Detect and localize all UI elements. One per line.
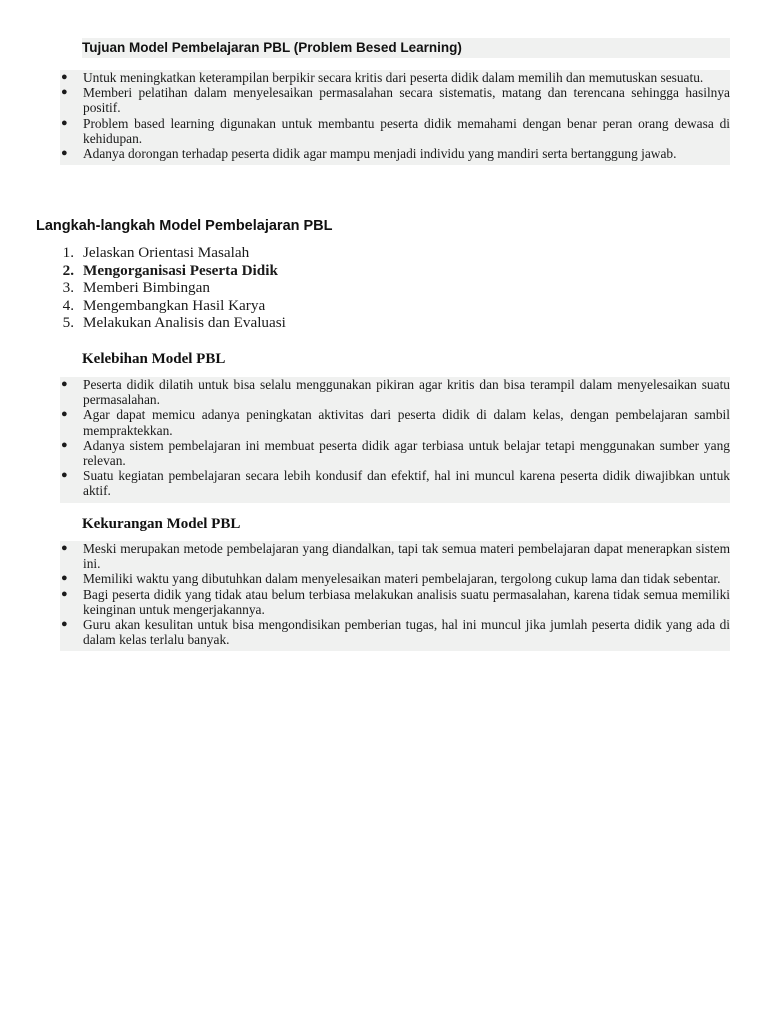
list-item: [60, 468, 730, 498]
list-item-text: Bagi peserta didik yang tidak atau belum terbiasa melakukan analisis suatu permasalahan, karena tidak semua memiliki keinginan untuk mengerjakannya.: [83, 586, 730, 617]
list-number: 4.: [62, 296, 74, 314]
bullet-icon: ●: [61, 572, 68, 585]
list-item: [60, 407, 730, 437]
list-item-text: Memberi pelatihan dalam menyelesaikan permasalahan secara sistematis, matang dan terencana sehingga hasilnya positif.: [83, 85, 730, 116]
list-number: 3.: [62, 279, 74, 296]
section-title-kelebihan: Kelebihan Model PBL: [82, 351, 226, 367]
bullet-icon: ●: [61, 618, 68, 631]
list-item: [60, 116, 730, 146]
list-item: [60, 377, 730, 407]
list-item: [60, 314, 286, 332]
section-title-langkah: Langkah-langkah Model Pembelajaran PBL: [36, 218, 333, 234]
list-item-text: Untuk meningkatkan keterampilan berpikir secara kritis dari peserta didik dalam memilih dan memutuskan sesuatu.: [83, 70, 704, 85]
bullet-icon: ●: [61, 408, 68, 421]
list-item: [60, 617, 730, 647]
bullet-icon: ●: [61, 438, 68, 451]
tujuan-list: [60, 70, 730, 165]
list-item-text: Melakukan Analisis dan Evaluasi: [83, 314, 286, 331]
list-item-text: Memiliki waktu yang dibutuhkan dalam menyelesaikan materi pembelajaran, tergolong cukup lama dan tidak sebentar.: [83, 571, 721, 587]
list-item-text: Guru akan kesulitan untuk bisa mengondisikan pemberian tugas, hal ini muncul jika jumlah peserta didik yang ada di dalam kelas terlalu banyak.: [83, 617, 730, 648]
list-item: [60, 541, 730, 571]
list-item: [60, 438, 730, 468]
bullet-icon: ●: [61, 71, 68, 83]
list-item: [60, 279, 286, 297]
langkah-list: [60, 244, 286, 332]
list-item: [60, 262, 286, 280]
kelebihan-list: [60, 377, 730, 503]
kekurangan-list: [60, 541, 730, 651]
bullet-icon: ●: [61, 86, 68, 99]
list-item-text: Jelaskan Orientasi Masalah: [83, 244, 250, 261]
list-item: [60, 587, 730, 617]
list-item-text: Problem based learning digunakan untuk membantu peserta didik memahami dengan benar peran orang dewasa di kehidupan.: [83, 115, 730, 146]
bullet-icon: ●: [61, 116, 68, 129]
list-item-text: Meski merupakan metode pembelajaran yang diandalkan, tapi tak semua materi pembelajaran dapat menerapkan sistem ini.: [83, 541, 730, 572]
list-item: [60, 297, 286, 315]
bullet-icon: ●: [61, 469, 68, 482]
list-item: [60, 70, 730, 85]
list-item-text: Peserta didik dilatih untuk bisa selalu menggunakan pikiran agar kritis dan bisa terampil dalam menyelesaikan suatu permasalahan.: [83, 377, 730, 408]
list-item-text: Agar dapat memicu adanya peningkatan aktivitas dari peserta didik di dalam kelas, dengan pembelajaran sambil mempraktekkan.: [83, 407, 730, 438]
bullet-icon: ●: [61, 147, 68, 160]
list-item-text: Mengembangkan Hasil Karya: [83, 296, 266, 314]
list-item: [60, 244, 286, 262]
list-item: [60, 146, 730, 161]
list-item-text: Mengorganisasi Peserta Didik: [83, 261, 278, 279]
list-item-text: Memberi Bimbingan: [83, 279, 210, 296]
list-item-text: Adanya sistem pembelajaran ini membuat peserta didik agar terbiasa untuk belajar tetapi menggunakan sumber yang relevan.: [83, 437, 730, 469]
list-number: 5.: [62, 314, 74, 331]
bullet-icon: ●: [61, 378, 68, 390]
list-item: [60, 85, 730, 115]
list-item-text: Adanya dorongan terhadap peserta didik agar mampu menjadi individu yang mandiri serta bertanggung jawab.: [83, 146, 677, 162]
section-title-kekurangan: Kekurangan Model PBL: [82, 516, 241, 532]
section-title-tujuan: Tujuan Model Pembelajaran PBL (Problem Besed Learning): [82, 38, 730, 58]
list-item-text: Suatu kegiatan pembelajaran secara lebih kondusif dan efektif, hal ini muncul karena peserta didik diwajibkan untuk aktif.: [83, 468, 730, 499]
bullet-icon: ●: [61, 542, 68, 554]
list-item: [60, 571, 730, 586]
bullet-icon: ●: [61, 587, 68, 600]
list-number: 1.: [62, 244, 74, 261]
list-number: 2.: [62, 261, 74, 279]
